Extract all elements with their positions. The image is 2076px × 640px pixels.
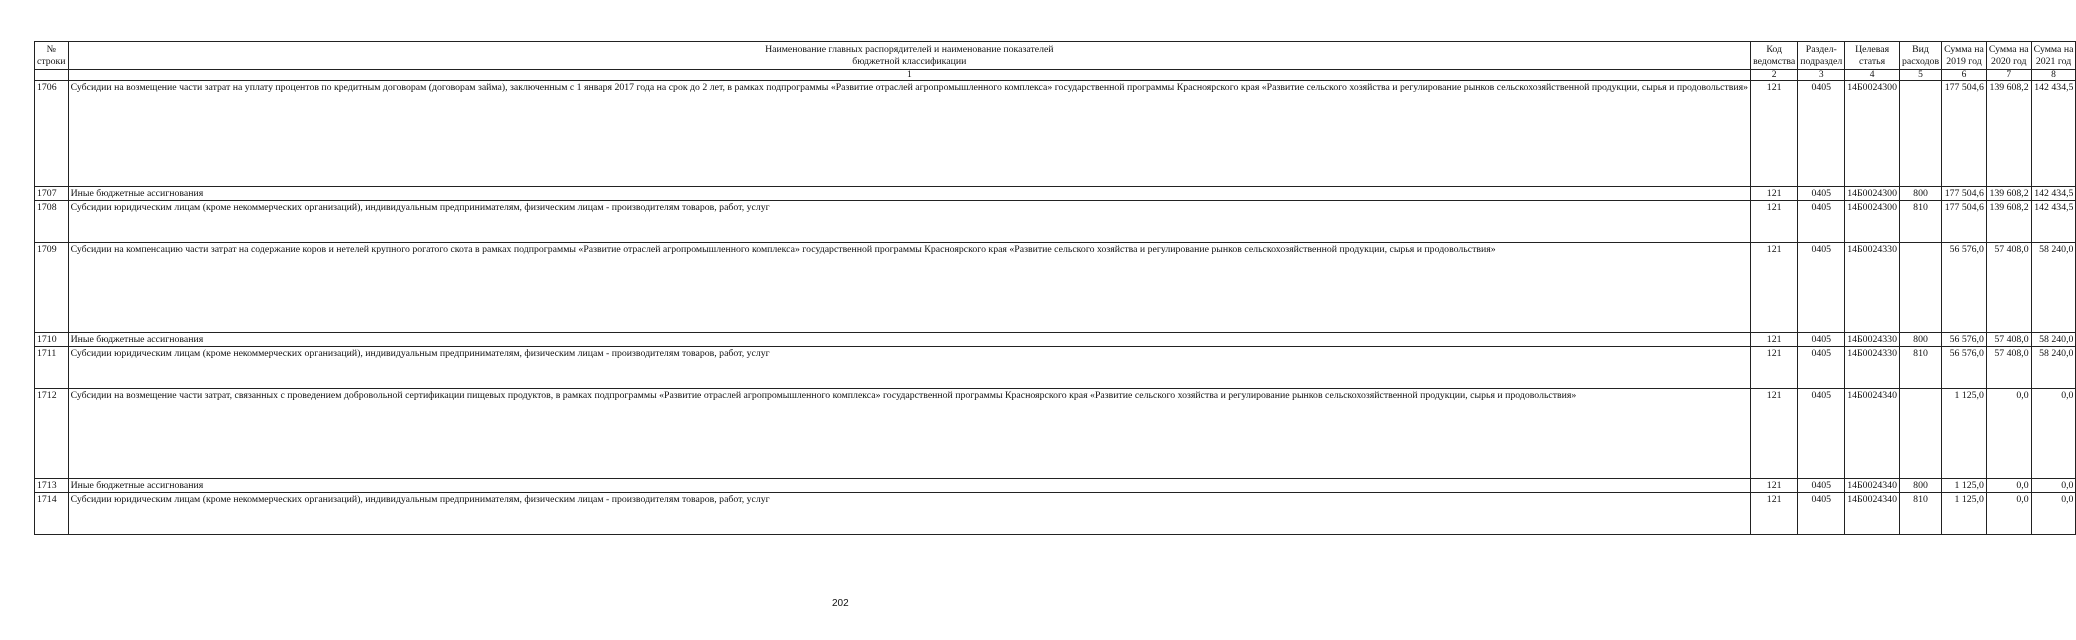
row-vid [1899, 389, 1941, 479]
column-number: 4 [1845, 70, 1900, 81]
row-vid [1899, 81, 1941, 187]
header-vedomstvo: Код ведомства [1751, 42, 1798, 70]
row-name: Субсидии на возмещение части затрат, связанных с проведением добровольной сертификации пищевых продуктов, в рамках подпрограммы «Развитие отраслей агропромышленного комплекса» государственной программы Красноярского края «Развитие сельского хозяйства и регулирование рынков сельскохозяйственной продукции, сырья и продовольствия» [68, 389, 1751, 479]
column-number: 7 [1986, 70, 2031, 81]
page-number: 202 [832, 598, 849, 609]
column-number: 6 [1942, 70, 1987, 81]
row-sum-2019: 177 504,6 [1942, 201, 1987, 243]
row-name: Иные бюджетные ассигнования [68, 187, 1751, 201]
table-row [35, 81, 2076, 187]
column-number: 8 [2031, 70, 2076, 81]
row-celevaya: 14Б0024300 [1845, 187, 1900, 201]
row-razdel: 0405 [1798, 333, 1845, 347]
header-row-no: № строки [35, 42, 69, 70]
row-sum-2021: 0,0 [2031, 479, 2076, 493]
row-celevaya: 14Б0024340 [1845, 389, 1900, 479]
column-number: 2 [1751, 70, 1798, 81]
row-razdel: 0405 [1798, 389, 1845, 479]
row-sum-2019: 1 125,0 [1942, 389, 1987, 479]
row-name: Субсидии юридическим лицам (кроме некоммерческих организаций), индивидуальным предпринимателям, физическим лицам - производителям товаров, работ, услуг [68, 347, 1751, 389]
row-vedomstvo: 121 [1751, 81, 1798, 187]
row-number: 1714 [35, 493, 69, 535]
row-sum-2021: 0,0 [2031, 389, 2076, 479]
row-sum-2020: 0,0 [1986, 389, 2031, 479]
row-number: 1709 [35, 243, 69, 333]
header-name: Наименование главных распорядителей и наименование показателей бюджетной классификации [68, 42, 1751, 70]
row-sum-2020: 57 408,0 [1986, 347, 2031, 389]
header-vid: Вид расходов [1899, 42, 1941, 70]
column-number-row [35, 70, 2076, 81]
row-vid: 810 [1899, 347, 1941, 389]
column-number: 5 [1899, 70, 1941, 81]
row-name: Иные бюджетные ассигнования [68, 333, 1751, 347]
row-sum-2021: 142 434,5 [2031, 201, 2076, 243]
table-row [35, 493, 2076, 535]
header-sum-2020: Сумма на 2020 год [1986, 42, 2031, 70]
row-name: Субсидии юридическим лицам (кроме некоммерческих организаций), индивидуальным предпринимателям, физическим лицам - производителям товаров, работ, услуг [68, 493, 1751, 535]
table-row [35, 347, 2076, 389]
row-sum-2019: 177 504,6 [1942, 81, 1987, 187]
row-sum-2020: 139 608,2 [1986, 201, 2031, 243]
row-number: 1710 [35, 333, 69, 347]
row-vedomstvo: 121 [1751, 201, 1798, 243]
row-vedomstvo: 121 [1751, 389, 1798, 479]
column-number: 1 [68, 70, 1751, 81]
row-sum-2020: 0,0 [1986, 493, 2031, 535]
row-razdel: 0405 [1798, 479, 1845, 493]
table-row [35, 243, 2076, 333]
row-razdel: 0405 [1798, 81, 1845, 187]
row-number: 1707 [35, 187, 69, 201]
row-vedomstvo: 121 [1751, 493, 1798, 535]
row-vid: 810 [1899, 201, 1941, 243]
row-celevaya: 14Б0024330 [1845, 333, 1900, 347]
header-razdel: Раздел- подраздел [1798, 42, 1845, 70]
row-sum-2021: 58 240,0 [2031, 243, 2076, 333]
table-row [35, 187, 2076, 201]
row-name: Субсидии юридическим лицам (кроме некоммерческих организаций), индивидуальным предпринимателям, физическим лицам - производителям товаров, работ, услуг [68, 201, 1751, 243]
row-number: 1713 [35, 479, 69, 493]
row-vedomstvo: 121 [1751, 187, 1798, 201]
table-row [35, 479, 2076, 493]
row-vid [1899, 243, 1941, 333]
row-sum-2021: 142 434,5 [2031, 81, 2076, 187]
budget-table [34, 41, 2076, 535]
row-vedomstvo: 121 [1751, 479, 1798, 493]
row-celevaya: 14Б0024340 [1845, 479, 1900, 493]
header-sum-2019: Сумма на 2019 год [1942, 42, 1987, 70]
table-row [35, 333, 2076, 347]
row-number: 1712 [35, 389, 69, 479]
row-vid: 800 [1899, 479, 1941, 493]
row-sum-2020: 57 408,0 [1986, 333, 2031, 347]
row-sum-2021: 58 240,0 [2031, 347, 2076, 389]
row-sum-2019: 56 576,0 [1942, 333, 1987, 347]
row-sum-2019: 177 504,6 [1942, 187, 1987, 201]
row-razdel: 0405 [1798, 347, 1845, 389]
row-razdel: 0405 [1798, 493, 1845, 535]
row-sum-2021: 58 240,0 [2031, 333, 2076, 347]
column-number [35, 70, 69, 81]
row-sum-2020: 139 608,2 [1986, 187, 2031, 201]
header-sum-2021: Сумма на 2021 год [2031, 42, 2076, 70]
table-row [35, 389, 2076, 479]
row-vedomstvo: 121 [1751, 243, 1798, 333]
row-celevaya: 14Б0024340 [1845, 493, 1900, 535]
row-sum-2019: 1 125,0 [1942, 479, 1987, 493]
row-sum-2020: 0,0 [1986, 479, 2031, 493]
row-celevaya: 14Б0024300 [1845, 201, 1900, 243]
header-row [35, 42, 2076, 70]
row-sum-2019: 1 125,0 [1942, 493, 1987, 535]
row-number: 1706 [35, 81, 69, 187]
row-razdel: 0405 [1798, 201, 1845, 243]
row-razdel: 0405 [1798, 187, 1845, 201]
row-celevaya: 14Б0024330 [1845, 347, 1900, 389]
row-sum-2021: 0,0 [2031, 493, 2076, 535]
row-vid: 800 [1899, 187, 1941, 201]
row-sum-2019: 56 576,0 [1942, 347, 1987, 389]
row-sum-2020: 57 408,0 [1986, 243, 2031, 333]
row-celevaya: 14Б0024300 [1845, 81, 1900, 187]
row-vid: 800 [1899, 333, 1941, 347]
row-razdel: 0405 [1798, 243, 1845, 333]
row-number: 1711 [35, 347, 69, 389]
row-vedomstvo: 121 [1751, 333, 1798, 347]
column-number: 3 [1798, 70, 1845, 81]
row-vid: 810 [1899, 493, 1941, 535]
row-number: 1708 [35, 201, 69, 243]
row-sum-2019: 56 576,0 [1942, 243, 1987, 333]
row-name: Иные бюджетные ассигнования [68, 479, 1751, 493]
table-row [35, 201, 2076, 243]
row-name: Субсидии на возмещение части затрат на уплату процентов по кредитным договорам (договорам займа), заключенным с 1 января 2017 года на срок до 2 лет, в рамках подпрограммы «Развитие отраслей агропромышленного комплекса» государственной программы Красноярского края «Развитие сельского хозяйства и регулирование рынков сельскохозяйственной продукции, сырья и продовольствия» [68, 81, 1751, 187]
row-vedomstvo: 121 [1751, 347, 1798, 389]
row-sum-2021: 142 434,5 [2031, 187, 2076, 201]
row-celevaya: 14Б0024330 [1845, 243, 1900, 333]
row-name: Субсидии на компенсацию части затрат на содержание коров и нетелей крупного рогатого скота в рамках подпрограммы «Развитие отраслей агропромышленного комплекса» государственной программы Красноярского края «Развитие сельского хозяйства и регулирование рынков сельскохозяйственной продукции, сырья и продовольствия» [68, 243, 1751, 333]
header-celevaya: Целевая статья [1845, 42, 1900, 70]
row-sum-2020: 139 608,2 [1986, 81, 2031, 187]
